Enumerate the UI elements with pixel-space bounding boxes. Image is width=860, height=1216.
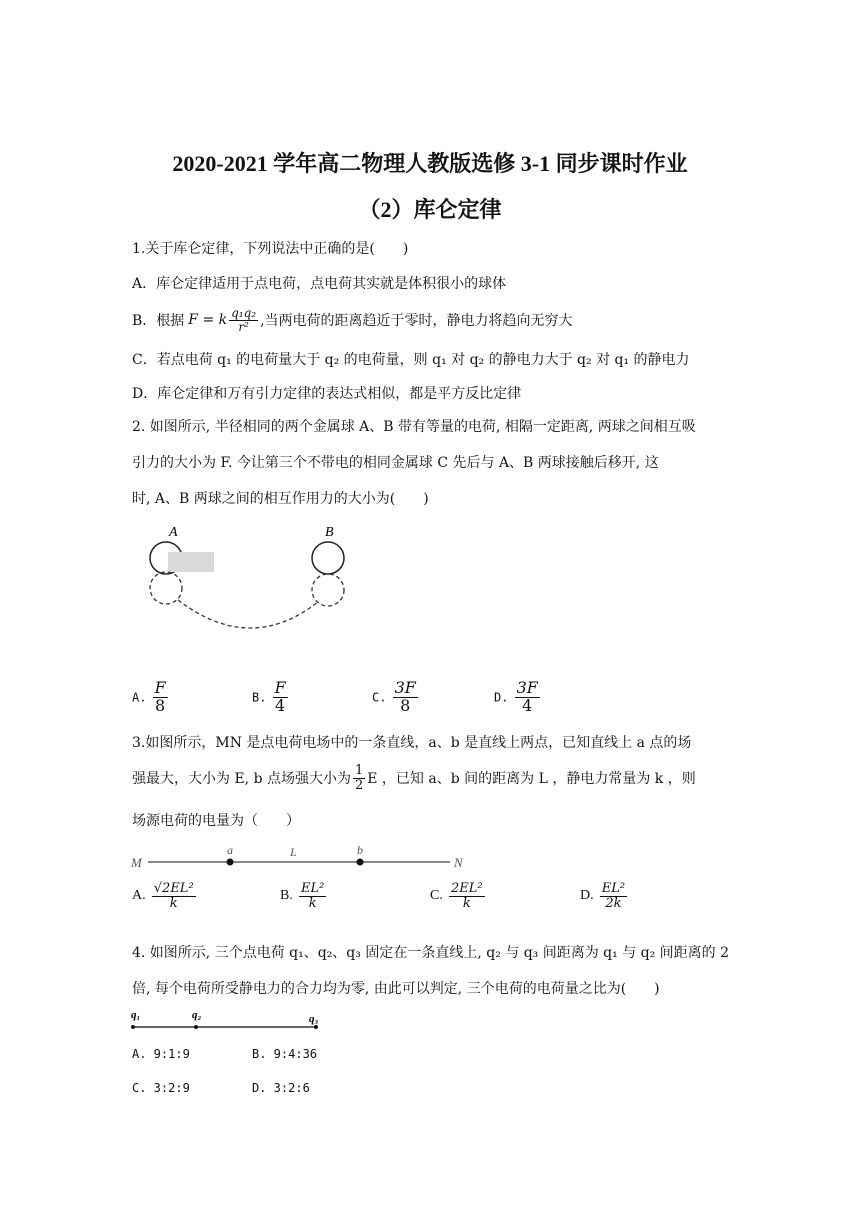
q2-option-b-den: 4 xyxy=(275,695,286,715)
q4-option-d: D. 3:2:6 xyxy=(252,1081,310,1095)
q2-sphere-c-end xyxy=(312,574,344,606)
q1-option-b-formula: F = k xyxy=(188,312,228,328)
q4-point-q3 xyxy=(314,1025,318,1029)
q2-option-c xyxy=(372,680,420,715)
q3-stem-line2 xyxy=(132,760,696,796)
q3-stem-line1: 3.如图所示，MN 是点电荷电场中的一条直线，a、b 是直线上两点，已知直线上 a 点的场 xyxy=(132,735,692,751)
q3-option-d-den: 2k xyxy=(605,895,622,911)
q1-option-d: D．库仑定律和万有引力定律的表达式相似，都是平方反比定律 xyxy=(132,386,522,402)
q1-stem: 1.关于库仑定律，下列说法中正确的是( ) xyxy=(132,241,409,257)
q4-point-q1 xyxy=(131,1025,135,1029)
q2-option-c-num: 3F xyxy=(394,678,416,697)
q1-option-c: C．若点电荷 q₁ 的电荷量大于 q₂ 的电荷量，则 q₁ 对 q₂ 的静电力大于 q₂ 对 q₁ 的静电力 xyxy=(132,352,690,368)
q2-option-a-num: F xyxy=(154,678,166,697)
page-subtitle: （2）库仑定律 xyxy=(358,197,502,222)
q2-figure xyxy=(132,520,362,640)
page-title: 2020-2021 学年高二物理人教版选修 3-1 同步课时作业 xyxy=(172,151,688,176)
q2-option-d-label: D. xyxy=(494,690,509,705)
q3-stem-line2-num: 1 xyxy=(354,762,364,778)
q4-label-q1: q₁ xyxy=(131,1009,141,1021)
q3-stem-line2-pre: 强最大，大小为 E, b 点场强大小为 xyxy=(132,771,351,787)
q3-stem-line3: 场源电荷的电量为（ ） xyxy=(132,813,300,829)
q4-option-c: C. 3:2:9 xyxy=(132,1081,190,1095)
q2-blur-patch xyxy=(168,552,214,572)
q2-option-c-den: 8 xyxy=(400,695,411,715)
q1-option-b xyxy=(132,302,573,338)
q2-stem-line2: 引力的大小为 F. 今让第三个不带电的相同金属球 C 先后与 A、B 两球接触后移开, 这 xyxy=(132,455,659,471)
q3-option-c-den: k xyxy=(462,895,471,911)
q3-option-a xyxy=(132,882,198,910)
q2-option-a-den: 8 xyxy=(155,695,166,715)
q3-option-b-num: EL² xyxy=(300,881,325,896)
q2-option-d-den: 4 xyxy=(522,695,533,715)
q2-option-b-label: B. xyxy=(252,690,267,705)
q2-path-dashed xyxy=(178,600,318,628)
q2-option-d xyxy=(494,680,542,715)
q3-figure xyxy=(128,842,478,874)
q3-label-n: N xyxy=(454,855,463,870)
q1-option-b-post: ,当两电荷的距离趋近于零时，静电力将趋向无穷大 xyxy=(260,313,573,329)
q3-label-l: L xyxy=(290,845,297,859)
q2-sphere-b xyxy=(312,542,344,574)
q4-label-q3: q₃ xyxy=(309,1013,319,1025)
q4-option-b: B. 9:4:36 xyxy=(252,1047,318,1061)
q1-option-b-denominator: r² xyxy=(238,319,249,334)
q2-fig-label-b: B xyxy=(325,525,334,540)
q3-option-b-label: B. xyxy=(280,888,293,904)
q4-label-q2: q₂ xyxy=(192,1009,202,1021)
q2-stem-line1: 2. 如图所示, 半径相同的两个金属球 A、B 带有等量的电荷, 相隔一定距离, 两球之间相互吸 xyxy=(132,419,696,435)
q3-option-d-label: D. xyxy=(580,888,594,904)
q3-label-a: a xyxy=(227,843,233,857)
q4-figure xyxy=(128,1004,338,1038)
q3-option-d-num: EL² xyxy=(601,881,626,896)
q3-option-a-num: √2EL² xyxy=(153,881,194,896)
q2-option-b-num: F xyxy=(274,678,286,697)
q3-option-b xyxy=(280,882,328,910)
q3-stem-line2-post: E ，已知 a、b 间的距离为 L ，静电力常量为 k ，则 xyxy=(367,771,696,787)
q3-stem-line2-den: 2 xyxy=(354,777,364,793)
q3-option-c-num: 2EL² xyxy=(450,881,483,896)
q3-option-d xyxy=(580,882,629,910)
q3-label-m: M xyxy=(131,855,142,870)
q2-option-b xyxy=(252,680,290,715)
q2-option-c-label: C. xyxy=(372,690,387,705)
q3-option-a-den: k xyxy=(169,895,178,911)
q3-option-c-label: C. xyxy=(430,888,443,904)
q3-option-b-den: k xyxy=(308,895,317,911)
q4-stem-line1: 4. 如图所示, 三个点电荷 q₁、q₂、q₃ 固定在一条直线上, q₂ 与 q₃ 间距离为 q₁ 与 q₂ 间距离的 2 xyxy=(132,945,730,961)
q3-option-a-label: A. xyxy=(132,888,146,904)
q1-option-a: A．库仑定律适用于点电荷，点电荷其实就是体积很小的球体 xyxy=(132,276,507,292)
q3-point-a xyxy=(227,859,234,866)
q3-point-b xyxy=(357,859,364,866)
q4-point-q2 xyxy=(194,1025,198,1029)
q2-option-a-label: A. xyxy=(132,690,147,705)
q4-option-a: A. 9:1:9 xyxy=(132,1047,190,1061)
q4-stem-line2: 倍, 每个电荷所受静电力的合力均为零, 由此可以判定, 三个电荷的电荷量之比为( ) xyxy=(132,981,660,997)
q3-option-c xyxy=(430,882,487,910)
q2-option-a xyxy=(132,680,170,715)
q2-sphere-c-start xyxy=(150,572,182,604)
q2-fig-label-a: A xyxy=(169,525,178,540)
q2-option-d-num: 3F xyxy=(516,678,538,697)
q1-option-b-pre: B．根据 xyxy=(132,313,185,329)
q1-option-b-numerator: q₁q₂ xyxy=(231,305,257,320)
q3-label-b: b xyxy=(357,843,363,857)
q2-stem-line3: 时, A、B 两球之间的相互作用力的大小为( ) xyxy=(132,491,429,507)
